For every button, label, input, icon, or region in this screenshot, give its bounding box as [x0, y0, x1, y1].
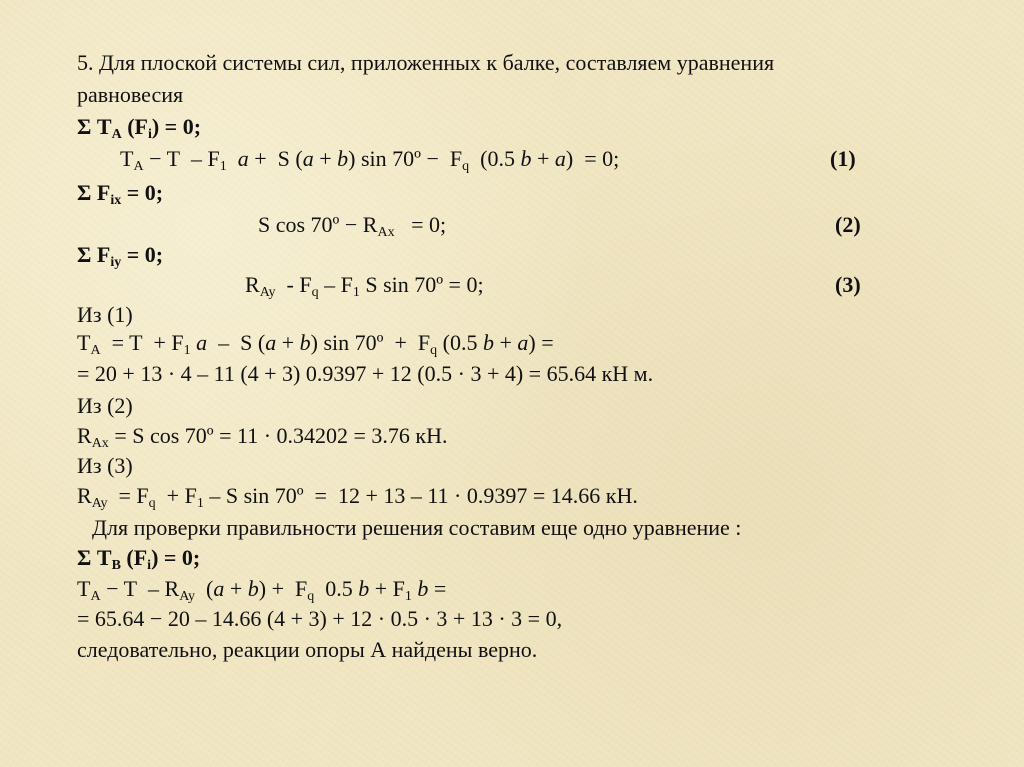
from-equation-3: Из (3) — [77, 453, 133, 478]
moment-sum-b-header: Σ $T_B$ $(F_i) = 0$; — [77, 545, 201, 573]
from-equation-2: Из (2) — [77, 393, 133, 418]
check-equation: $T_A - T - R_{Ay}$ $(a + b) + F_q$ 0.5 $b + F_1$ b = — [77, 576, 447, 604]
equation-1: $T_A - T - F_1$ a + S (a + b) sin 70º − $F_q$ (0.5 b + a) = 0; — [120, 146, 620, 174]
equation-2: S cos 70º − $R_{Ax} = 0$; — [258, 212, 447, 240]
equation-number-3: (3) — [835, 272, 861, 297]
rax-calculation: = S cos 70º = 11 · 0.34202 = 3.76 кН. — [108, 423, 448, 448]
intro-line-2: равновесия — [77, 82, 184, 107]
check-calculation: = 65.64 − 20 – 14.66 (4 + 3) + 12 · 0.5 · 3 + 13 · 3 = 0, — [77, 606, 563, 631]
moment-sum-a-header: Σ $T_A$ $(F_i) = 0$; — [77, 114, 202, 142]
equation-number-2: (2) — [835, 212, 861, 237]
ta-calculation: = 20 + 13 · 4 – 11 (4 + 3) 0.9397 + 12 (0.5 · 3 + 4) = 65.64 кН м. — [77, 361, 654, 386]
conclusion: следовательно, реакции опоры А найдены верно. — [77, 637, 538, 662]
rax-result: $R_{Ax} = S$ cos 70º = 11 · 0.34202 = 3.76 кН. — [77, 423, 448, 451]
equation-number-1: (1) — [830, 146, 856, 171]
intro-line-1: 5. Для плоской системы сил, приложенных к балке, составляем уравнения — [77, 50, 775, 75]
force-sum-x-header: Σ $F_{ix} = 0$; — [77, 180, 164, 208]
verification-note: Для проверки правильности решения составим еще одно уравнение : — [92, 515, 742, 540]
ta-formula: $T_A = T + F_1$ a – S (a + b) sin 70º + $F_q$ (0.5 b + a) = — [77, 330, 554, 358]
ray-result: $R_{Ay} = F_q + F_1 - S$ sin 70º = 12 + 13 – 11 · 0.9397 = 14.66 кН. — [77, 483, 638, 511]
equation-3: $R_{Ay} - F_q - F_1$ S sin 70º = 0; — [245, 272, 484, 300]
from-equation-1: Из (1) — [77, 302, 133, 327]
force-sum-y-header: Σ $F_{iy} = 0$; — [77, 242, 164, 270]
